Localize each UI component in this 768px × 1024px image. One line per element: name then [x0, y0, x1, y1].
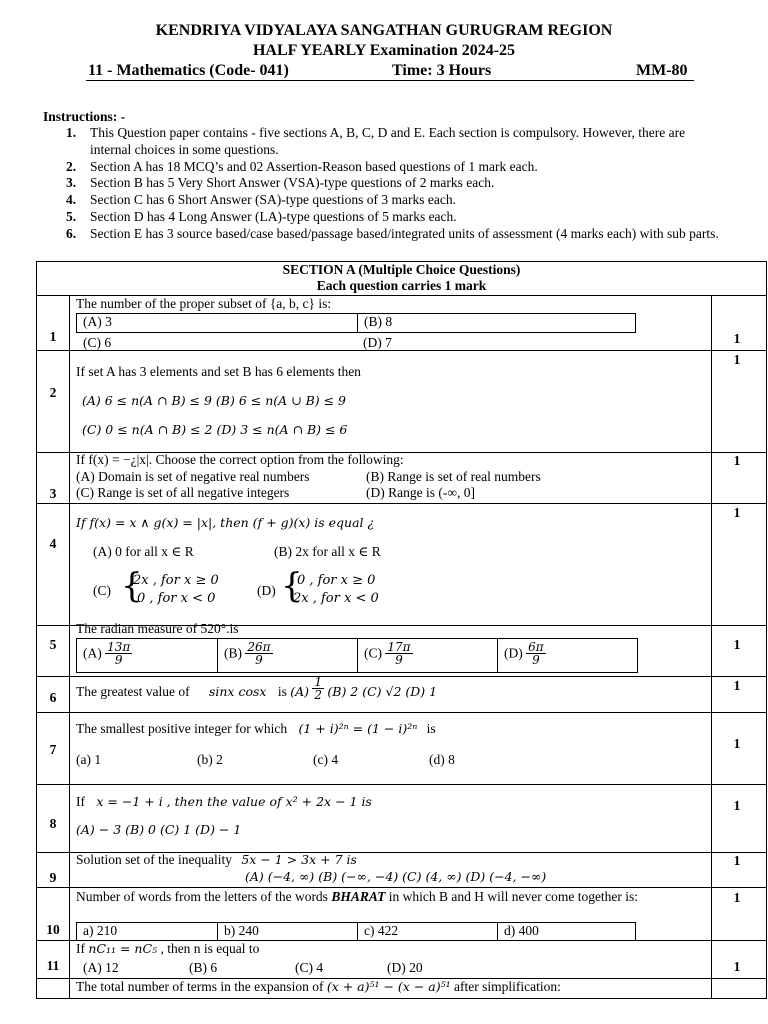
question-marks: 1 — [733, 637, 741, 652]
denominator: 9 — [114, 653, 123, 667]
instruction-item — [66, 159, 726, 176]
numerator: 1 — [314, 675, 322, 690]
option-c: (c) 4 — [313, 752, 339, 767]
left-brace-icon: { — [121, 566, 143, 606]
question-text-line — [76, 979, 708, 995]
option-a: a) 210 — [83, 923, 118, 938]
instruction-number: 3. — [66, 175, 77, 191]
question-number: 4 — [49, 536, 57, 551]
instructions-list — [66, 125, 726, 243]
option-a: (A) 12 — [83, 960, 119, 975]
instructions-title: Instructions: - — [43, 109, 126, 124]
section-header — [37, 262, 766, 296]
question-marks: 1 — [733, 798, 741, 813]
instruction-text: This Question paper contains - five sections A, B, C, D and E. Each section is compulsory. However, there are internal choices in some questions. — [90, 125, 686, 157]
left-brace-icon: { — [281, 566, 303, 606]
instruction-number: 2. — [66, 158, 77, 174]
time-label: Time: 3 Hours — [392, 62, 492, 79]
instruction-item — [66, 175, 726, 192]
question-marks: 1 — [733, 505, 741, 520]
question-row — [37, 940, 766, 979]
question-number: 1 — [49, 329, 57, 344]
option-b: (B) 8 — [364, 314, 393, 329]
option-c-label: (C) — [93, 583, 111, 598]
option-d: (D) 7 — [363, 335, 392, 350]
option-a-label: (A) — [290, 684, 309, 699]
options-line: (A) − 3 (B) 0 (C) 1 (D) − 1 — [76, 822, 242, 837]
instruction-text: Section B has 5 Very Short Answer (VSA)-type questions of 2 marks each. — [90, 175, 495, 191]
option-a: (a) 1 — [76, 752, 102, 767]
question-text: The smallest positive integer for which — [76, 721, 288, 736]
question-row — [37, 503, 766, 626]
instruction-item — [66, 192, 726, 209]
question-text-post: in which B and H will never come together is: — [388, 889, 639, 904]
question-row — [37, 784, 766, 853]
question-text-line — [76, 794, 708, 810]
instruction-text: Section A has 18 MCQ’s and 02 Assertion-Reason based questions of 1 mark each. — [90, 158, 538, 174]
option-a — [83, 641, 132, 666]
question-text-line — [76, 721, 708, 737]
option-c: (C) 4 — [295, 960, 324, 975]
option-a: (A) 3 — [83, 314, 112, 329]
option-c: (C) 6 — [83, 335, 112, 350]
subject-label: 11 - Mathematics (Code- 041) — [88, 62, 289, 79]
question-text: If f(x) = −¿|x|. Choose the correct option from the following: — [76, 452, 404, 467]
question-row — [37, 712, 766, 785]
instruction-number: 5. — [66, 208, 77, 224]
question-row — [37, 452, 766, 504]
option-c-cell — [357, 923, 398, 940]
question-marks: 1 — [733, 331, 741, 346]
option-c — [357, 639, 413, 672]
option-d-line2: 2x , for x < 0 — [293, 591, 379, 606]
question-table — [36, 261, 767, 999]
question-row — [37, 350, 766, 453]
question-marks: 1 — [733, 352, 741, 367]
denominator: 9 — [395, 653, 403, 667]
question-text-post: after simplification: — [454, 979, 561, 994]
question-text: The greatest value of — [76, 684, 190, 699]
instruction-text: Section D has 4 Long Answer (LA)-type questions of 5 marks each. — [90, 208, 457, 224]
option-d: (D) 20 — [387, 960, 423, 975]
question-number: 7 — [49, 742, 57, 757]
question-marks: 1 — [733, 678, 741, 693]
instruction-text: Section C has 6 Short Answer (SA)-type questions of 3 marks each. — [90, 192, 456, 208]
question-marks: 1 — [733, 959, 741, 974]
option-a: (A) Domain is set of negative real numbers — [76, 469, 310, 484]
question-text-line — [76, 852, 708, 868]
option-d-label: (D) — [257, 583, 276, 598]
max-marks-label: MM-80 — [636, 62, 688, 79]
question-marks: 1 — [733, 890, 741, 905]
question-text: The number of the proper subset of {a, b, c} is: — [76, 296, 332, 311]
question-expression: x = −1 + i , then the value of x² + 2x − 1 is — [96, 794, 372, 809]
numerator: 17π — [387, 640, 411, 654]
numerator: 13π — [107, 640, 131, 654]
question-expression: sinx cosx — [208, 684, 267, 699]
question-marks: 1 — [733, 853, 741, 868]
option-b-cell — [217, 923, 259, 940]
question-number: 8 — [49, 816, 57, 831]
option-d: (D) Range is (-∞, 0] — [366, 485, 475, 500]
option-c-line1: 2x , for x ≥ 0 — [133, 573, 219, 588]
question-text-post: , then n is equal to — [160, 941, 260, 956]
option-b: (B) 2x for all x ∈ R — [274, 544, 381, 559]
question-marks: 1 — [733, 453, 741, 468]
instruction-number: 4. — [66, 192, 77, 208]
denominator: 9 — [255, 653, 263, 667]
options-rest: (B) 2 (C) √2 (D) 1 — [327, 684, 438, 699]
question-row — [37, 621, 766, 677]
section-title: SECTION A (Multiple Choice Questions) — [282, 262, 521, 277]
question-number: 5 — [49, 637, 57, 652]
option-b-label: (B) — [224, 645, 242, 661]
option-b: (B) Range is set of real numbers — [366, 469, 541, 484]
question-text: Number of words from the letters of the words — [76, 889, 328, 904]
option-d-line1: 0 , for x ≥ 0 — [297, 573, 376, 588]
instruction-number: 6. — [66, 225, 77, 241]
option-c: c) 422 — [364, 923, 399, 938]
option-c-label: (C) — [364, 645, 382, 661]
option-b: b) 240 — [224, 923, 259, 938]
question-number: 6 — [49, 690, 57, 705]
question-row — [37, 887, 766, 941]
question-text: The radian measure of 520°.is — [76, 621, 239, 636]
section-subtitle: Each question carries 1 mark — [316, 278, 487, 293]
option-c: (C) Range is set of all negative integers — [76, 485, 290, 500]
option-d: d) 400 — [504, 923, 539, 938]
question-text: If set A has 3 elements and set B has 6 elements then — [76, 364, 361, 379]
option-a: (A) 0 for all x ∈ R — [93, 544, 194, 559]
question-text: The total number of terms in the expansion of — [76, 979, 324, 994]
option-d-label: (D) — [504, 645, 523, 661]
fraction — [526, 641, 546, 666]
instruction-item — [66, 209, 726, 226]
question-text-line — [76, 889, 708, 905]
question-text: Solution set of the inequality — [76, 852, 232, 867]
options-box — [76, 922, 636, 940]
question-number: 10 — [46, 922, 60, 937]
options-line-1: (A) 6 ≤ n(A ∩ B) ≤ 9 (B) 6 ≤ n(A ∪ B) ≤ 9 — [82, 393, 347, 408]
option-d — [497, 639, 546, 672]
instruction-item — [66, 125, 726, 159]
question-row — [37, 295, 766, 351]
instruction-item — [66, 226, 726, 243]
question-number: 9 — [49, 870, 57, 885]
numerator: 6π — [528, 640, 544, 654]
option-c-line2: 0 , for x < 0 — [137, 591, 216, 606]
question-word: BHARAT — [331, 889, 386, 904]
question-expression: (x + a)⁵¹ − (x − a)⁵¹ — [326, 979, 451, 994]
header-underline — [86, 80, 694, 81]
question-row — [37, 676, 766, 713]
question-marks: 1 — [733, 736, 741, 751]
denominator: 2 — [314, 688, 322, 703]
option-b: (B) 6 — [189, 960, 218, 975]
question-text-line — [76, 675, 708, 703]
numerator: 26π — [247, 640, 271, 654]
exam-title: HALF YEARLY Examination 2024-25 — [252, 42, 516, 59]
option-b-cell — [357, 314, 392, 332]
question-is: is — [426, 721, 436, 736]
question-expression: 5x − 1 > 3x + 7 is — [241, 852, 357, 867]
fraction — [245, 641, 272, 666]
question-row — [37, 852, 766, 888]
question-is: is — [277, 684, 287, 699]
question-expression: nC₁₁ = nC₅ — [88, 941, 158, 956]
option-d-cell — [497, 923, 539, 940]
option-b — [217, 639, 273, 672]
question-row — [37, 978, 766, 999]
question-text: If — [76, 794, 85, 809]
option-b: (b) 2 — [197, 752, 223, 767]
fraction — [105, 641, 132, 666]
instruction-number: 1. — [66, 125, 77, 140]
denominator: 9 — [532, 653, 540, 667]
question-number: 11 — [46, 958, 60, 973]
question-text: If — [76, 941, 85, 956]
fraction — [312, 676, 324, 701]
school-title: KENDRIYA VIDYALAYA SANGATHAN GURUGRAM REGION — [155, 22, 613, 39]
options-box — [76, 638, 638, 673]
question-number: 3 — [49, 486, 57, 501]
options-line: (A) (−4, ∞) (B) (−∞, −4) (C) (4, ∞) (D) (−4, −∞) — [245, 869, 547, 884]
fraction — [385, 641, 412, 666]
question-text: If f(x) = x ∧ g(x) = |x|, then (f + g)(x) is equal ¿ — [76, 515, 375, 530]
options-line-2: (C) 0 ≤ n(A ∩ B) ≤ 2 (D) 3 ≤ n(A ∩ B) ≤ 6 — [82, 422, 348, 437]
option-d: (d) 8 — [429, 752, 455, 767]
question-number: 2 — [49, 385, 57, 400]
question-expression: (1 + i)²ⁿ = (1 − i)²ⁿ — [298, 721, 418, 736]
instruction-text: Section E has 3 source based/case based/passage based/integrated units of assessment (4 marks each) with sub parts. — [90, 225, 719, 241]
question-text-line — [76, 941, 708, 957]
option-a-label: (A) — [83, 645, 102, 661]
options-box — [76, 313, 636, 333]
